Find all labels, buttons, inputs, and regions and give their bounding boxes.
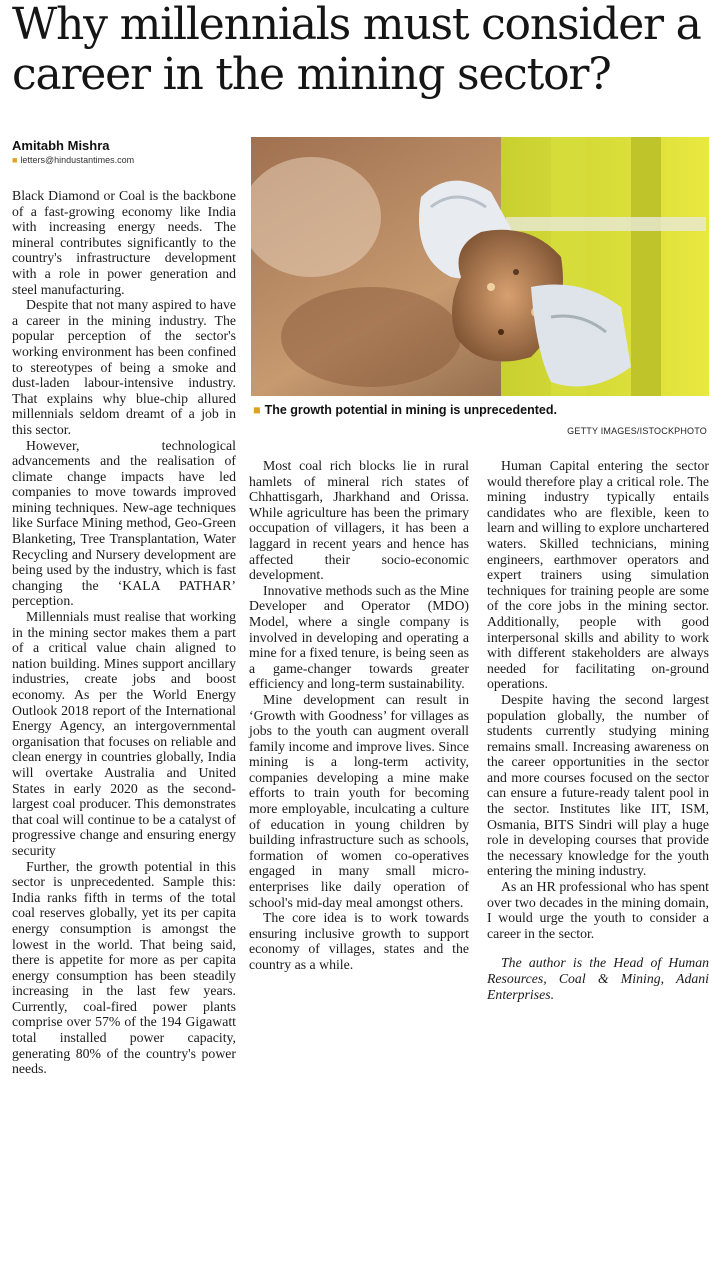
photo-caption <box>253 403 557 417</box>
author-name: Amitabh Mishra <box>12 138 110 153</box>
author-note: The author is the Head of Human Resources, Coal & Mining, Adani Enterprises. <box>487 955 709 1002</box>
photo-caption-text: The growth potential in mining is unprecedented. <box>264 403 557 417</box>
paragraph: Millennials must realise that working in the mining sector makes them a part of a critical value chain aligned to nation building. Mines support ancillary industries, create jobs and boost economy. As per the World Energy Outlook 2018 report of the International Energy Agency, an intergovernmental organisation that focuses on reliable and clean energy in countries globally, India will overtake Australia and United States in early 2020 as the second-largest coal producer. This demonstrates that coal will continue to be a catalyst of progressive change and ensuring energy security <box>12 609 236 858</box>
paragraph: Most coal rich blocks lie in rural hamlets of mineral rich states of Chhattisgarh, Jharkhand and Orissa. While agriculture has been the primary occupation of villagers, it has been a laggard in recent years and hence has affected their socio-economic development. <box>249 458 469 583</box>
author-email <box>12 155 134 165</box>
paragraph: Despite having the second largest population globally, the number of students currently studying mining remains small. Increasing awareness on the career opportunities in the sector and more courses focused on the sector can ensure a future-ready talent pool in the sector. Institutes like IIT, ISM, Osmania, BITS Sindri will play a huge role in developing courses that provide the necessary knowledge for the youth entering the mining industry. <box>487 691 709 879</box>
paragraph: Further, the growth potential in this sector is unprecedented. Sample this: India ranks fifth in terms of the total coal reserves globally, yet its per capita energy consumption is amongst the lowest in the world. That being said, there is appetite for more as per capita energy consumption has been steadily increasing in the last few years. Currently, coal-fired power plants comprise over 57% of the 194 Gigawatt total installed power capacity, generating 80% of the country's power needs. <box>12 858 236 1077</box>
article-photo <box>251 137 709 396</box>
paragraph: Human Capital entering the sector would therefore play a critical role. The mining industry typically entails candidates who are flexible, keen to learn and willing to explore unchartered waters. Skilled technicians, mining engineers, earthmover operators and expert trainers using simulation techniques for training people are some of the core jobs in the mining sector. Additionally, people with good interpersonal skills and ability to work with different stakeholders are always needed for facilitating on-ground operations. <box>487 458 709 692</box>
paragraph: Mine development can result in ‘Growth with Goodness’ for villages as jobs to the youth can augment overall family income and improve lives. Since mining is a long-term activity, companies developing a mine make efforts to train youth for becoming more employable, inculcating a culture of education in young children by building infrastructure such as schools, formation of women co-operatives engaged in many small micro-enterprises like daily operation of school's mid-day meal amongst others. <box>249 691 469 910</box>
headline: Why millennials must consider a career in the mining sector? <box>12 0 701 100</box>
author-email-text: letters@hindustantimes.com <box>20 155 135 165</box>
photo-credit: GETTY IMAGES/ISTOCKPHOTO <box>567 426 707 436</box>
paragraph: As an HR professional who has spent over two decades in the mining domain, I would urge the youth to consider a career in the sector. <box>487 879 709 941</box>
article-column-1 <box>12 188 236 1077</box>
paragraph: The core idea is to work towards ensuring inclusive growth to support economy of villages, states and the country as a while. <box>249 910 469 972</box>
paragraph: Black Diamond or Coal is the backbone of a fast-growing economy like India with increasing energy needs. The mineral contributes significantly to the country's infrastructure development with a role in power generation and steel manufacturing. <box>12 188 236 297</box>
bullet-icon: ■ <box>12 155 18 165</box>
article-column-2 <box>249 458 469 973</box>
paragraph: Despite that not many aspired to have a career in the mining industry. The popular perception of the sector's working environment has been confined to stereotypes of being a smoke and dust-laden labour-intensive industry. That explains why blue-chip allured millennials seldom dreamt of a job in this sector. <box>12 297 236 437</box>
caption-bullet-icon: ■ <box>253 403 261 417</box>
paragraph: Innovative methods such as the Mine Developer and Operator (MDO) Model, where a single company is involved in developing and operating a mine for a fixed tenure, is being seen as a game-changer towards greater efficiency and long-term sustainability. <box>249 582 469 692</box>
article-column-3 <box>487 458 709 1002</box>
paragraph: However, technological advancements and the realisation of climate change impacts have led companies to move towards improved mining techniques. New-age techniques like Surface Mining method, Geo-Green Blanketing, Tree Transplantation, Water Recycling and Nursery development are being used by the industry, which is fast changing the ‘KALA PATHAR’ perception. <box>12 437 236 609</box>
photo-illustration <box>251 137 709 396</box>
